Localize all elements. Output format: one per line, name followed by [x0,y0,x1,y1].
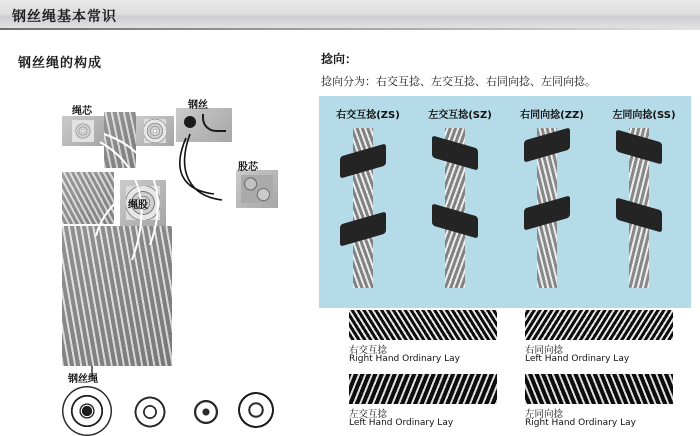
lay-sample-photo-1 [349,310,497,340]
lay-caption-1: 右交互捻(ZS) [336,110,400,121]
lay-sample-caption-en-2: Left Hand Ordinary Lay [525,354,630,364]
rope-cross-section-diagram-4 [238,392,274,428]
section-heading-construction: 钢丝绳的构成 [18,56,103,71]
lay-direction-panel [305,30,700,429]
lay-sample-photo-3 [349,374,497,404]
lay-sample-caption-cn-1: 右交互捻 [349,345,388,356]
lay-sample-caption-cn-4: 左同向捻 [525,409,564,420]
lay-column-3 [509,106,595,302]
lay-sample-caption-en-3: Left Hand Ordinary Lay [349,418,454,428]
title-bar [0,0,700,30]
label-rope: 钢丝绳 [68,374,98,385]
lay-sample-photo-4 [525,374,673,404]
lay-caption-3: 右同向捻(ZZ) [520,110,584,121]
lay-caption-2: 左交互捻(SZ) [428,110,492,121]
lay-sample-1 [349,310,497,364]
lay-sample-3 [349,374,497,428]
lay-sample-photo-2 [525,310,673,340]
rope-cross-section-diagram-2 [130,392,170,432]
label-core: 绳芯 [72,106,92,117]
rope-cross-section-diagram-3 [186,392,226,432]
lay-sample-4 [525,374,673,428]
lay-sample-caption-en-4: Right Hand Ordinary Lay [525,418,636,428]
label-wire: 钢丝 [188,100,208,111]
lay-column-1 [325,106,411,302]
rope-construction-panel [0,30,305,429]
lay-caption-4: 左同向捻(SS) [612,110,676,121]
lay-sample-caption-en-1: Right Hand Ordinary Lay [349,354,460,364]
lay-column-2 [417,106,503,302]
lay-column-4 [601,106,687,302]
lay-sample-caption-cn-3: 左交互捻 [349,409,388,420]
label-sheath: 股芯 [238,162,258,173]
section-heading-lay: 捻向： [321,52,358,66]
label-strand: 绳股 [128,200,148,211]
page-title: 钢丝绳基本常识 [12,9,117,25]
lay-diagram-container [319,96,691,308]
lay-sample-2 [525,310,673,364]
leader-lines [0,30,305,429]
lay-sample-caption-cn-2: 右同向捻 [525,345,564,356]
lay-description: 捻向分为：右交互捻、左交互捻、右同向捻、左同向捻。 [321,75,596,88]
